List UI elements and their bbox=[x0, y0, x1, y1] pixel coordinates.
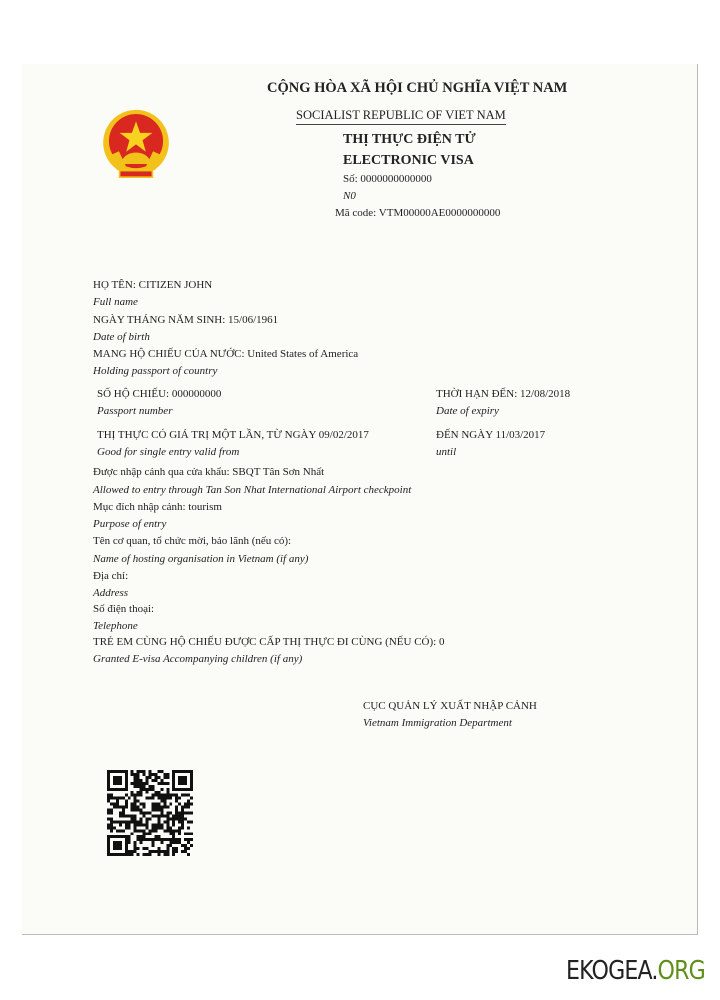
telephone-label: Telephone bbox=[93, 620, 138, 632]
watermark-domain: ORG bbox=[657, 956, 705, 986]
address: Địa chỉ: bbox=[93, 570, 129, 582]
country-name-en: SOCIALIST REPUBLIC OF VIET NAM bbox=[296, 108, 506, 125]
purpose-of-entry: Mục đích nhập cảnh: tourism bbox=[93, 501, 222, 513]
full-name: HỌ TÊN: CITIZEN JOHN bbox=[93, 279, 213, 291]
accompanying-children: TRẺ EM CÙNG HỘ CHIẾU ĐƯỢC CẤP THỊ THỰC ĐI CÙNG (NẾU CÓ): 0 bbox=[93, 636, 445, 648]
visa-title-en: ELECTRONIC VISA bbox=[343, 153, 474, 168]
issuing-department-en: Vietnam Immigration Department bbox=[363, 717, 512, 729]
visa-number-en: N0 bbox=[343, 190, 356, 202]
country-name-vn: CỘNG HÒA XÃ HỘI CHỦ NGHĨA VIỆT NAM bbox=[267, 80, 568, 96]
visa-title-vn: THỊ THỰC ĐIỆN TỬ bbox=[343, 132, 476, 147]
date-of-birth: NGÀY THÁNG NĂM SINH: 15/06/1961 bbox=[93, 314, 279, 326]
entry-checkpoint: Được nhập cảnh qua cửa khẩu: SBQT Tân Sơn Nhất bbox=[93, 466, 325, 478]
date-of-birth-label: Date of birth bbox=[93, 331, 150, 343]
passport-number: SỐ HỘ CHIẾU: 000000000 bbox=[97, 388, 222, 400]
expiry-date: THỜI HẠN ĐẾN: 12/08/2018 bbox=[436, 388, 571, 400]
accompanying-children-label: Granted E-visa Accompanying children (if any) bbox=[93, 653, 303, 665]
visa-number: Số: 0000000000000 bbox=[343, 173, 432, 185]
valid-until: ĐẾN NGÀY 11/03/2017 bbox=[436, 429, 546, 441]
telephone: Số điện thoại: bbox=[93, 603, 155, 615]
watermark-text: EKOGEA. bbox=[566, 956, 658, 986]
hosting-organisation-label: Name of hosting organisation in Vietnam (if any) bbox=[93, 553, 309, 565]
valid-from: THỊ THỰC CÓ GIÁ TRỊ MỘT LẦN, TỪ NGÀY 09/02/2017 bbox=[97, 429, 369, 441]
valid-from-label: Good for single entry valid from bbox=[97, 446, 240, 458]
valid-until-label: until bbox=[436, 446, 457, 458]
entry-checkpoint-label: Allowed to entry through Tan Son Nhat International Airport checkpoint bbox=[93, 484, 412, 496]
nationality: MANG HỘ CHIẾU CỦA NƯỚC: United States of America bbox=[93, 348, 359, 360]
issuing-department: CỤC QUẢN LÝ XUẤT NHẬP CẢNH bbox=[363, 700, 537, 712]
national-emblem-icon bbox=[95, 105, 177, 187]
full-name-label: Full name bbox=[93, 296, 138, 308]
hosting-organisation: Tên cơ quan, tổ chức mời, bảo lãnh (nếu có): bbox=[93, 535, 292, 547]
address-label: Address bbox=[93, 587, 129, 599]
expiry-date-label: Date of expiry bbox=[436, 405, 499, 417]
passport-number-label: Passport number bbox=[97, 405, 173, 417]
visa-code: Mã code: VTM00000AE0000000000 bbox=[335, 207, 501, 219]
watermark bbox=[566, 956, 705, 986]
purpose-of-entry-label: Purpose of entry bbox=[93, 518, 167, 530]
qr-code-icon bbox=[107, 770, 193, 856]
nationality-label: Holding passport of country bbox=[93, 365, 218, 377]
